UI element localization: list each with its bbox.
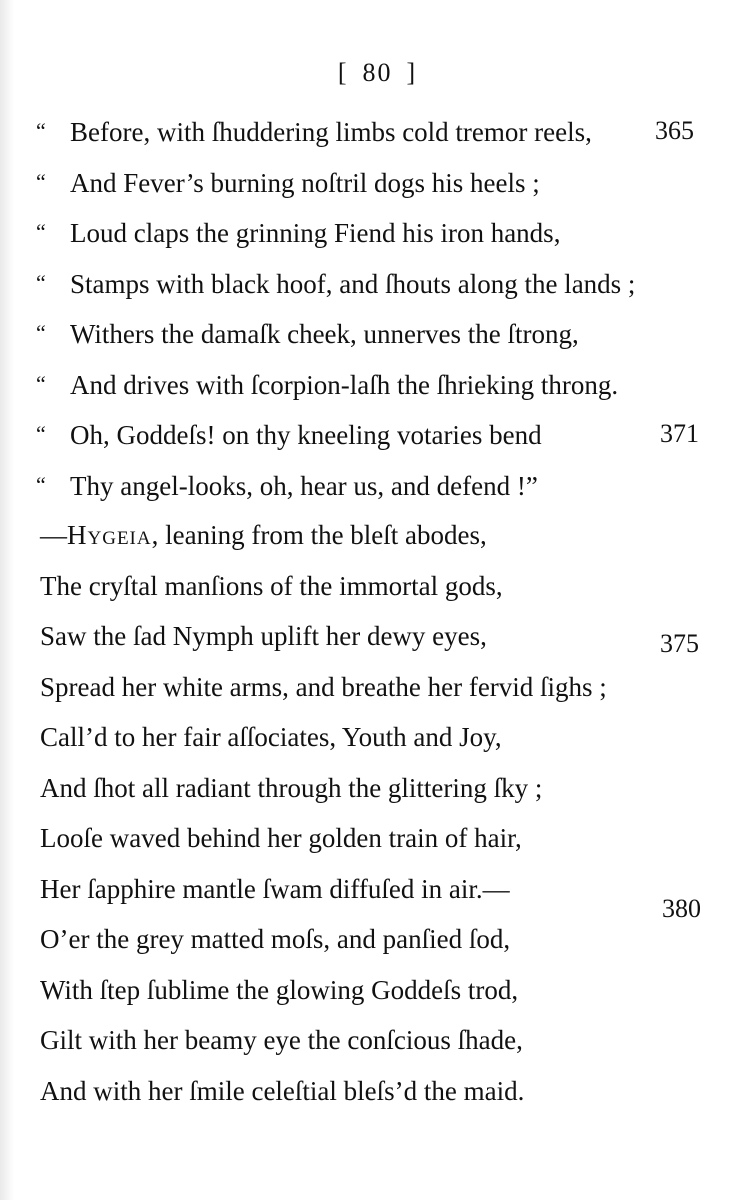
line-number: 375: [660, 629, 699, 658]
verse-text: With ſtep ſublime the glowing Goddeſs trod,: [40, 974, 519, 1005]
verse-line: [40, 773, 542, 803]
verse-text: And with her ſmile celeſtial bleſs’d the maid.: [40, 1075, 525, 1106]
verse-text: Spread her white arms, and breathe her fervid ſighs ;: [40, 671, 607, 702]
line-dash: —: [40, 520, 67, 550]
verse-text: And Fever’s burning noſtril dogs his heels ;: [70, 167, 540, 198]
verse-text: Thy angel-looks, oh, hear us, and defend !”: [70, 470, 538, 501]
verse-line: [40, 672, 607, 702]
verse-text: , leaning from the bleſt abodes,: [151, 520, 487, 550]
verse-line: [40, 1025, 523, 1055]
verse-text: Call’d to her fair aſſociates, Youth and Joy,: [40, 722, 502, 752]
smallcaps-name: Hygeia: [67, 520, 152, 550]
verse-line: [40, 874, 510, 904]
quote-mark: “: [36, 269, 46, 295]
verse-text: And drives with ſcorpion-laſh the ſhrieking throng.: [70, 369, 619, 400]
quote-mark: “: [36, 118, 46, 143]
quote-mark: “: [36, 370, 46, 396]
verse-line: [40, 722, 502, 752]
verse-text: Oh, Goddeſs! on thy kneeling votaries bend: [70, 420, 542, 450]
verse-text: Loud claps the grinning Fiend his iron hands,: [70, 218, 561, 248]
verse-line: [36, 167, 540, 198]
verse-line: [40, 924, 510, 954]
verse-line: [36, 268, 635, 299]
verse-text: Saw the ſad Nymph uplift her dewy eyes,: [40, 621, 487, 651]
verse-text: O’er the grey matted moſs, and panſied ſod,: [40, 924, 511, 954]
verse-line: [40, 975, 518, 1005]
page-number: 80: [362, 58, 393, 87]
quote-mark: “: [36, 421, 46, 446]
quote-mark: “: [36, 168, 46, 194]
line-number: 380: [662, 893, 701, 923]
verse-text: And ſhot all radiant through the glittering ſky ;: [40, 772, 543, 803]
verse-line: [36, 369, 618, 400]
verse-text: Before, with ſhuddering limbs cold tremor reels,: [70, 117, 592, 147]
verse-line: [36, 318, 579, 349]
verse-line: [40, 1076, 524, 1106]
line-number: 365: [655, 116, 694, 145]
verse-text: Gilt with her beamy eye the conſcious ſhade,: [40, 1025, 523, 1055]
quote-mark: “: [36, 471, 46, 497]
line-number: 371: [660, 419, 699, 448]
verse-line: [40, 571, 503, 601]
verse-line: [36, 116, 592, 147]
open-bracket: [: [337, 58, 349, 87]
verse-text: Looſe waved behind her golden train of hair,: [40, 823, 522, 853]
verse-line: [40, 621, 487, 651]
verse-text: Her ſapphire mantle ſwam diffuſed in air.—: [40, 873, 510, 904]
close-bracket: ]: [406, 58, 418, 87]
verse-text: The cryſtal manſions of the immortal gods,: [40, 570, 503, 601]
verse-line: [36, 217, 560, 248]
verse-line: [40, 520, 487, 550]
verse-text: Stamps with black hoof, and ſhouts along the lands ;: [70, 268, 636, 299]
quote-mark: “: [36, 320, 46, 345]
verse-line: [36, 419, 542, 450]
verse-line: [40, 823, 522, 853]
verse-text: Withers the damaſk cheek, unnerves the ſtrong,: [70, 319, 579, 349]
verse-line: [36, 470, 538, 501]
quote-mark: “: [36, 219, 46, 244]
